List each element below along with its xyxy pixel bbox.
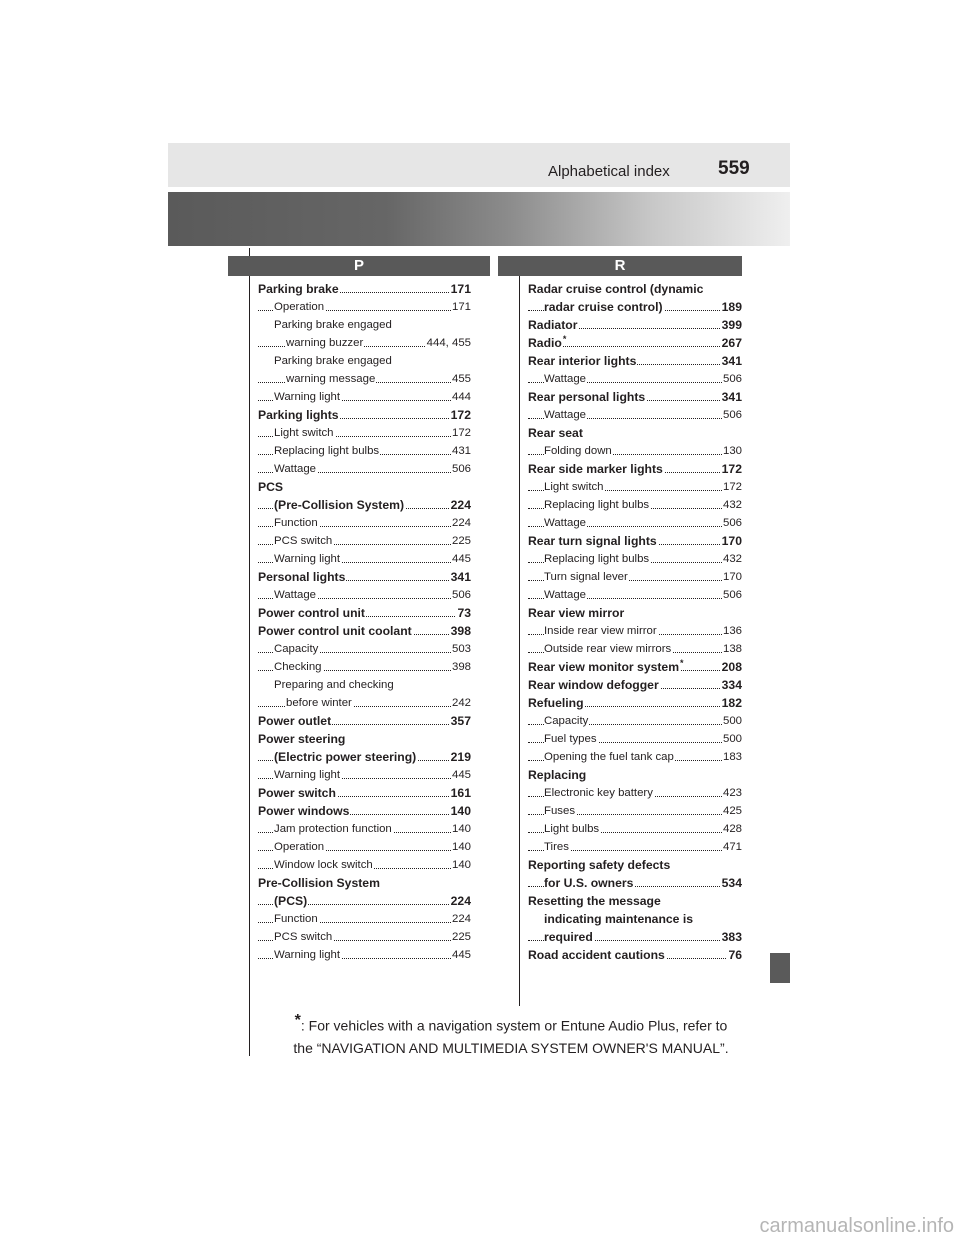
entry-text: Light switch [544,481,604,493]
letter-heading-r: R [498,256,742,276]
index-subentry [258,352,471,370]
page-reference: 341 [721,390,742,404]
entry-text: Replacing light bulbs [544,499,650,511]
index-entry [528,910,742,928]
header-bar [168,143,790,187]
entry-text: Radio [528,336,562,350]
page-reference: 506 [451,460,471,478]
entry-text: Rear turn signal lights [528,534,657,548]
entry-text: Light switch [274,427,334,439]
index-entry [528,892,742,910]
index-subentry [258,532,471,550]
entry-text: Warning light [274,553,341,565]
index-entry [258,604,471,622]
page-reference: 445 [451,946,471,964]
entry-text: PCS switch [274,931,333,943]
page-reference: 140 [450,804,471,818]
index-entry [258,478,471,496]
page-reference: 242 [451,694,471,712]
index-entry [258,280,471,298]
entry-text: Power control unit [258,606,365,620]
footnote-marker: * [562,333,567,344]
entry-text: Power switch [258,786,336,800]
entry-text: indicating maintenance is [544,912,693,926]
index-subentry [528,496,742,514]
index-entry [528,604,742,622]
entry-text: Rear window defogger [528,678,659,692]
index-entry [528,874,742,892]
index-subentry [258,550,471,568]
page-reference: 170 [721,534,742,548]
footnote-marker: * [680,657,684,668]
entry-text: Replacing light bulbs [544,553,650,565]
entry-text: Checking [274,661,322,673]
index-subentry [258,442,471,460]
index-subentry [528,748,742,766]
index-subentry [258,514,471,532]
page-reference: 506 [722,586,742,604]
entry-text: Parking brake engaged [274,319,392,331]
index-subentry [528,550,742,568]
page-reference: 423 [722,784,742,802]
index-subentry [258,424,471,442]
page-reference: 432 [722,550,742,568]
entry-text: Radar cruise control (dynamic [528,282,704,296]
page-reference: 399 [721,318,742,332]
index-subentry [258,820,471,838]
entry-text: Replacing [528,768,587,782]
entry-text: Turn signal lever [544,571,628,583]
page-reference: 445 [451,550,471,568]
page-reference: 172 [721,462,742,476]
entry-text: Parking brake [258,282,339,296]
index-entry [528,316,742,334]
page-reference: 432 [722,496,742,514]
index-subentry [258,928,471,946]
page-reference: 140 [451,856,471,874]
entry-text: radar cruise control) [544,300,663,314]
index-subentry [528,820,742,838]
entry-text: Wattage [274,589,316,601]
entry-text: before winter [286,697,352,709]
entry-text: (Pre-Collision System) [274,498,405,512]
entry-text: Outside rear view mirrors [544,643,672,655]
index-subentry [528,442,742,460]
index-subentry [258,658,471,676]
entry-text: Pre-Collision System [258,876,380,890]
entry-text: warning buzzer [286,337,364,349]
page-reference: 445 [451,766,471,784]
index-entry [528,946,742,964]
letter-heading-p: P [228,256,490,276]
index-subentry [258,316,471,334]
page-reference: 172 [450,408,471,422]
entry-text: Function [274,913,318,925]
column-divider [519,276,520,1006]
page-reference: 398 [450,624,471,638]
page-reference: 428 [722,820,742,838]
page-reference: 431 [451,442,471,460]
index-subentry [258,460,471,478]
index-entry [528,280,742,298]
margin-rule [249,248,250,1056]
page-reference: 224 [450,498,471,512]
index-entry [258,802,471,820]
page-reference: 170 [722,568,742,586]
page-reference: 172 [722,478,742,496]
entry-text: Road accident cautions [528,948,665,962]
entry-text: Personal lights [258,570,346,584]
index-subentry [528,370,742,388]
index-subentry [528,712,742,730]
page-reference: 219 [450,750,471,764]
index-entry [528,856,742,874]
entry-text: for U.S. owners [544,876,634,890]
page-reference: 130 [722,442,742,460]
page-reference: 341 [721,354,742,368]
index-entry [528,928,742,946]
page-reference: 444 [451,388,471,406]
index-entry [258,406,471,424]
entry-text: Electronic key battery [544,787,653,799]
index-subentry [258,640,471,658]
index-subentry [528,478,742,496]
index-subentry [258,838,471,856]
index-subentry [258,370,471,388]
page-reference: 383 [721,930,742,944]
page-number: 559 [718,158,750,179]
index-entry [258,874,471,892]
index-entry [258,892,471,910]
entry-text: Power outlet [258,714,332,728]
page-reference: 73 [457,606,471,620]
page-reference: 357 [450,714,471,728]
page-reference: 136 [722,622,742,640]
entry-text: Operation [274,841,325,853]
index-subentry [258,910,471,928]
page-reference: 189 [721,300,742,314]
page-reference: 500 [722,712,742,730]
index-subentry [528,622,742,640]
entry-text: required [544,930,593,944]
page-reference: 171 [451,298,471,316]
entry-text: Warning light [274,769,341,781]
entry-text: Wattage [544,373,586,385]
page-reference: 161 [450,786,471,800]
entry-text: Refueling [528,696,584,710]
index-entry [528,532,742,550]
entry-text: Replacing light bulbs [274,445,380,457]
entry-text: Rear personal lights [528,390,646,404]
index-subentry [528,784,742,802]
entry-text: Warning light [274,949,341,961]
footnote-line-1 [276,1010,746,1037]
entry-text: Rear side marker lights [528,462,663,476]
footnote-text-2: the “NAVIGATION AND MULTIMEDIA SYSTEM OWNER'S MANUAL”. [293,1039,729,1056]
index-subentry [528,730,742,748]
index-subentry [258,676,471,694]
watermark: carmanualsonline.info [759,1215,954,1237]
index-entry [258,730,471,748]
entry-text: Jam protection function [274,823,392,835]
page-reference: 182 [721,696,742,710]
entry-text: Power control unit coolant [258,624,412,638]
page-reference: 398 [451,658,471,676]
entry-text: Rear interior lights [528,354,637,368]
entry-text: Parking lights [258,408,339,422]
page-reference: 140 [451,838,471,856]
entry-text: Power steering [258,732,346,746]
index-entry [528,460,742,478]
entry-text: Fuses [544,805,576,817]
page-reference: 172 [451,424,471,442]
page-reference: 76 [728,948,742,962]
entry-text: Folding down [544,445,612,457]
footnote [276,1010,746,1059]
entry-text: Rear seat [528,426,583,440]
index-subentry [528,568,742,586]
page-reference: 225 [451,532,471,550]
index-entry [258,622,471,640]
entry-text: Capacity [274,643,319,655]
entry-text: Preparing and checking [274,679,394,691]
entry-text: Wattage [544,589,586,601]
index-entry [258,496,471,514]
index-subentry [528,406,742,424]
index-subentry [258,298,471,316]
page-reference: 503 [451,640,471,658]
index-entry [528,694,742,712]
page-reference: 171 [450,282,471,296]
index-subentry [258,946,471,964]
entry-text: Radiator [528,318,578,332]
entry-text: Tires [544,841,569,853]
entry-text: Rear view mirror [528,606,625,620]
page-reference: 534 [721,876,742,890]
page-reference: 183 [722,748,742,766]
page-reference: 224 [450,894,471,908]
entry-text: Function [274,517,318,529]
page-reference: 506 [722,406,742,424]
page-reference: 425 [722,802,742,820]
entry-text: Reporting safety defects [528,858,671,872]
page-reference: 334 [721,678,742,692]
section-title: Alphabetical index [548,163,670,180]
entry-text: Resetting the message [528,894,661,908]
page-reference: 444, 455 [426,334,471,352]
entry-text: (PCS) [274,894,308,908]
index-entry [528,658,742,676]
index-subentry [258,388,471,406]
index-subentry [528,838,742,856]
entry-text: Warning light [274,391,341,403]
index-subentry [258,694,471,712]
page-reference: 455 [451,370,471,388]
thumb-index-tab [770,953,790,983]
entry-text: Operation [274,301,325,313]
index-entry [528,334,742,352]
index-subentry [528,640,742,658]
index-entry [528,352,742,370]
index-subentry [258,586,471,604]
page-reference: 225 [451,928,471,946]
index-entry [528,388,742,406]
page-reference: 471 [722,838,742,856]
index-entry [528,676,742,694]
page-reference: 224 [451,910,471,928]
footnote-marker: * [294,1012,301,1029]
entry-text: Window lock switch [274,859,373,871]
entry-text: PCS [258,480,284,494]
index-entry [528,298,742,316]
index-entry [258,748,471,766]
index-column-right [528,280,742,964]
entry-text: Power windows [258,804,350,818]
page-reference: 267 [721,336,742,350]
entry-text: Wattage [544,517,586,529]
entry-text: Fuel types [544,733,597,745]
entry-text: Capacity [544,715,589,727]
entry-text: Parking brake engaged [274,355,392,367]
index-subentry [258,334,471,352]
entry-text: Light bulbs [544,823,600,835]
page-reference: 138 [722,640,742,658]
index-entry [258,784,471,802]
index-entry [258,568,471,586]
index-column-left [258,280,471,964]
page-reference: 208 [721,660,742,674]
entry-text: Opening the fuel tank cap [544,751,674,763]
entry-text: Rear view monitor system [528,660,680,674]
index-entry [258,712,471,730]
page-reference: 506 [722,370,742,388]
entry-text: Wattage [544,409,586,421]
entry-text: warning message [286,373,376,385]
footnote-text-1: : For vehicles with a navigation system or Entune Audio Plus, refer to [300,1017,728,1034]
entry-text: (Electric power steering) [274,750,417,764]
index-subentry [528,586,742,604]
page-reference: 506 [451,586,471,604]
page-reference: 506 [722,514,742,532]
index-subentry [528,514,742,532]
page-reference: 500 [722,730,742,748]
entry-text: PCS switch [274,535,333,547]
index-subentry [258,766,471,784]
index-entry [528,424,742,442]
gradient-band [168,192,790,246]
index-subentry [528,802,742,820]
index-entry [528,766,742,784]
entry-text: Inside rear view mirror [544,625,657,637]
page-reference: 224 [451,514,471,532]
page-reference: 341 [450,570,471,584]
page-reference: 140 [451,820,471,838]
index-subentry [258,856,471,874]
entry-text: Wattage [274,463,316,475]
